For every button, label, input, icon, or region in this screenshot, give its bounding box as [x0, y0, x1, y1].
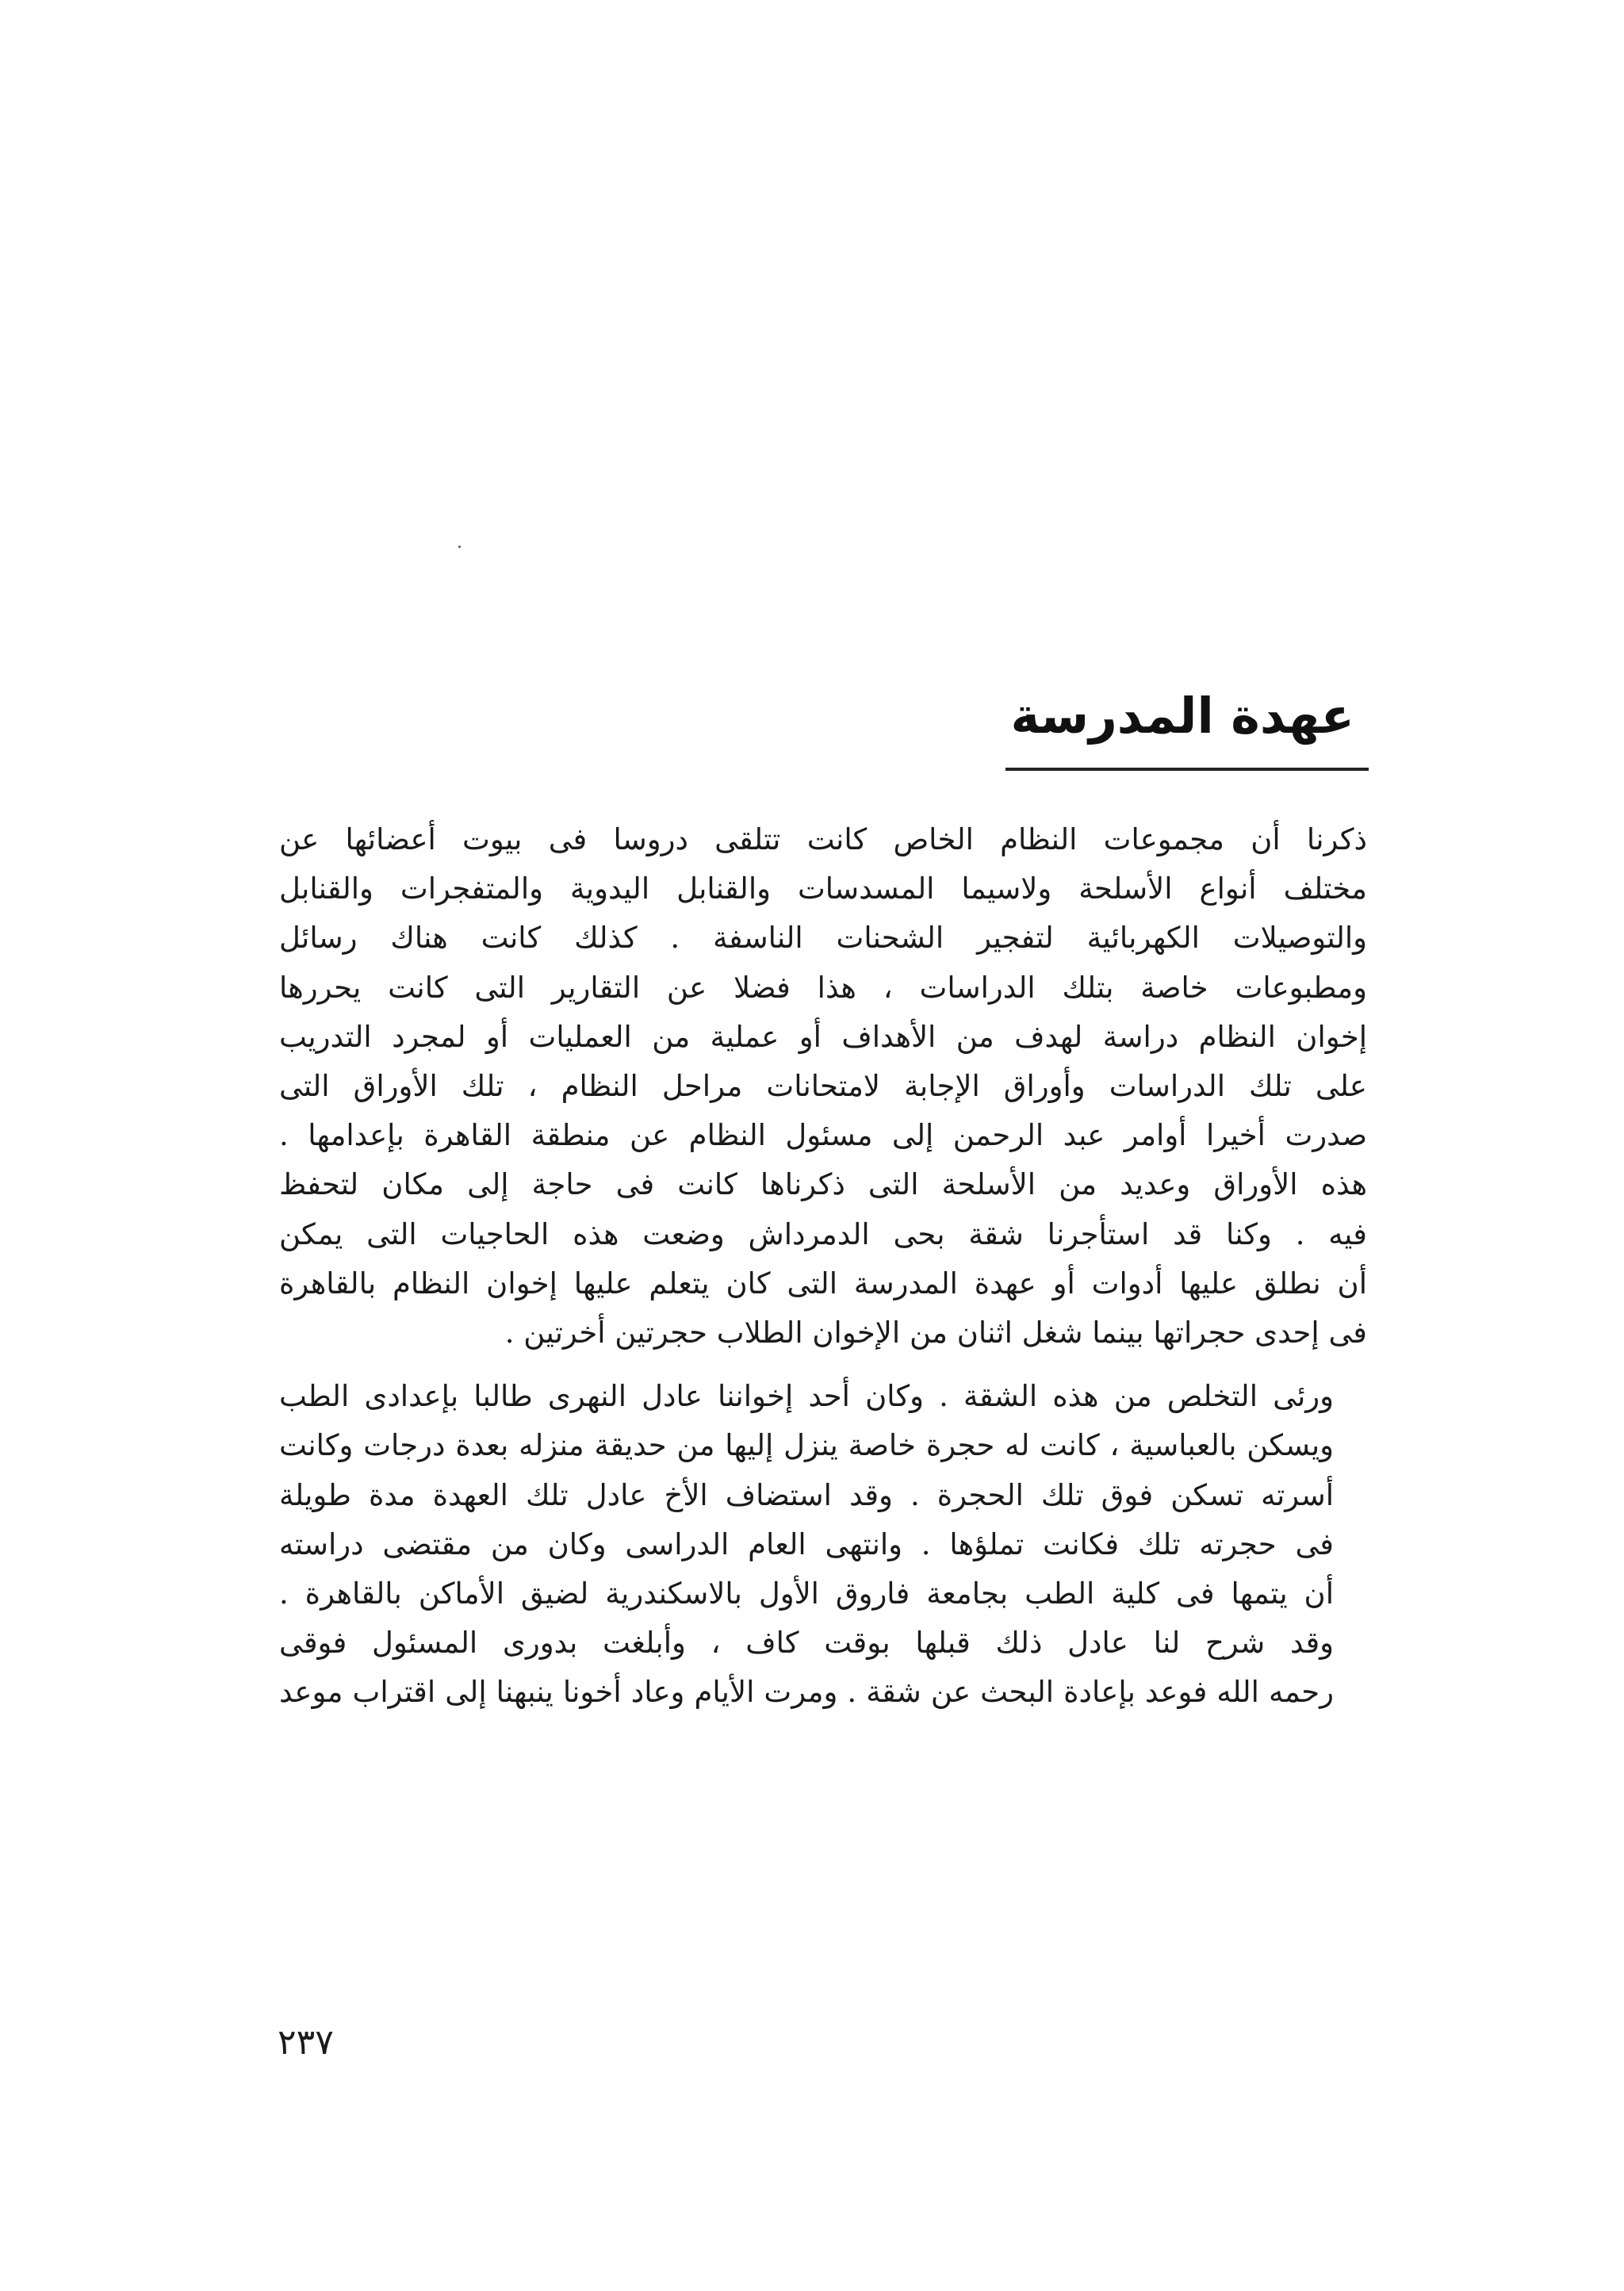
text-line: أن نطلق عليها أدوات أو عهدة المدرسة التى كان يتعلم عليها إخوان النظام بالقاهرة	[279, 1266, 1367, 1301]
paragraph-2	[279, 1372, 1367, 1717]
text-line: ويسكن بالعباسية ، كانت له حجرة خاصة ينزل إليها من حديقة منزله بعدة درجات وكانت	[279, 1428, 1334, 1463]
text-line: مختلف أنواع الأسلحة ولاسيما المسدسات والقنابل اليدوية والمتفجرات والقنابل	[279, 872, 1367, 906]
paragraph-1	[279, 815, 1367, 1358]
text-line: فيه . وكنا قد استأجرنا شقة بحى الدمرداش وضعت هذه الحاجيات التى يمكن	[279, 1216, 1367, 1251]
stray-ink-mark	[458, 546, 461, 548]
text-line: ورئى التخلص من هذه الشقة . وكان أحد إخواننا عادل النهرى طالبا بإعدادى الطب	[279, 1379, 1334, 1414]
text-line: ذكرنا أن مجموعات النظام الخاص كانت تتلقى دروسا فى بيوت أعضائها عن	[279, 822, 1367, 856]
text-line: فى إحدى حجراتها بينما شغل اثنان من الإخوان الطلاب حجرتين أخرتين .	[504, 1316, 1367, 1350]
text-line: صدرت أخيرا أوامر عبد الرحمن إلى مسئول النظام عن منطقة القاهرة بإعدامها .	[279, 1118, 1367, 1153]
text-line: ومطبوعات خاصة بتلك الدراسات ، هذا فضلا عن التقارير التى كانت يحررها	[279, 970, 1367, 1005]
body-text	[279, 815, 1367, 1718]
text-line: إخوان النظام دراسة لهدف من الأهداف أو عملية من العمليات أو لمجرد التدريب	[279, 1019, 1367, 1054]
text-line: على تلك الدراسات وأوراق الإجابة لامتحانات مراحل النظام ، تلك الأوراق التى	[279, 1069, 1367, 1104]
page-number: ٢٣٧	[278, 2022, 334, 2063]
text-line: وقد شرح لنا عادل ذلك قبلها بوقت كاف ، وأبلغت بدورى المسئول فوقى	[279, 1626, 1334, 1661]
text-line: أسرته تسكن فوق تلك الحجرة . وقد استضاف الأخ عادل تلك العهدة مدة طويلة	[279, 1477, 1334, 1512]
chapter-title: عهدة المدرسة	[1010, 687, 1354, 745]
text-line: هذه الأوراق وعديد من الأسلحة التى ذكرناها كانت فى حاجة إلى مكان لتحفظ	[279, 1167, 1367, 1202]
text-line: فى حجرته تلك فكانت تملؤها . وانتهى العام الدراسى وكان من مقتضى دراسته	[279, 1527, 1334, 1561]
text-line: أن يتمها فى كلية الطب بجامعة فاروق الأول بالاسكندرية لضيق الأماكن بالقاهرة .	[279, 1576, 1334, 1611]
text-line: رحمه الله فوعد بإعادة البحث عن شقة . ومرت الأيام وعاد أخونا ينبهنا إلى اقتراب موعد	[279, 1675, 1334, 1710]
text-line: والتوصيلات الكهربائية لتفجير الشحنات الناسفة . كذلك كانت هناك رسائل	[279, 921, 1367, 956]
title-underline	[1005, 768, 1369, 771]
